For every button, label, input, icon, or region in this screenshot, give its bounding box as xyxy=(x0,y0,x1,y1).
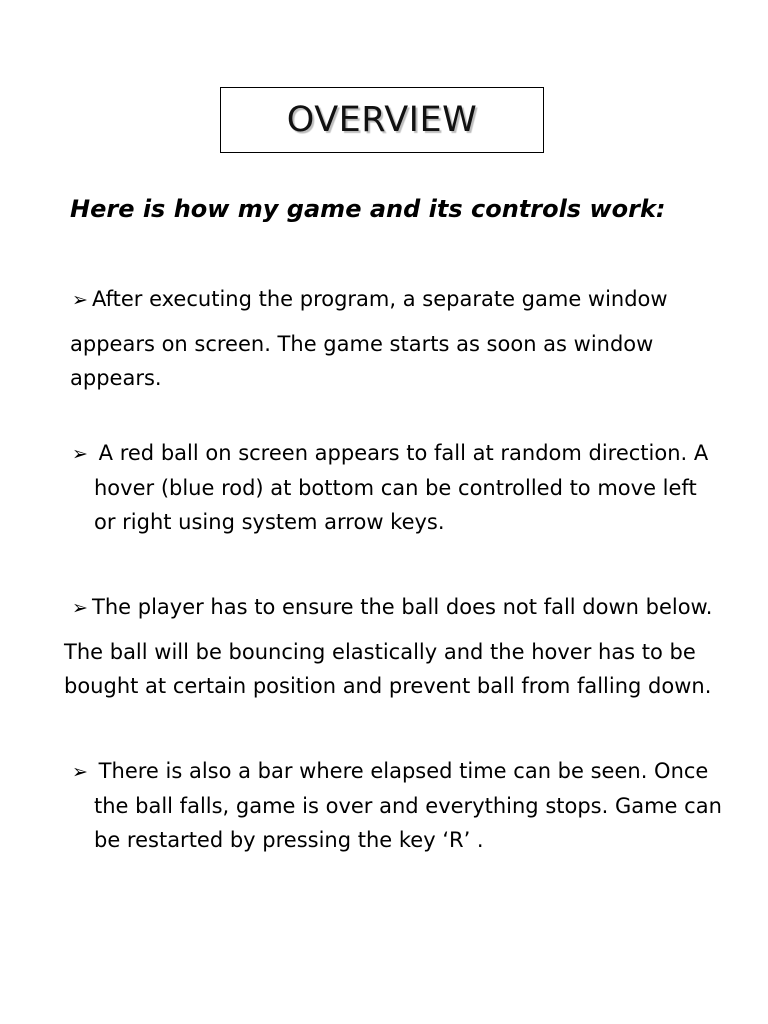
paragraph-1-line-3: appears. xyxy=(70,366,162,390)
paragraph-3-line-3: bought at certain position and prevent ball from falling down. xyxy=(64,674,712,698)
arrow-bullet-icon: ➢ xyxy=(72,289,88,311)
paragraph-4-line-2: the ball falls, game is over and everything stops. Game can xyxy=(94,794,722,818)
paragraph-3-line-2: The ball will be bouncing elastically and the hover has to be xyxy=(64,640,696,664)
page-title: OVERVIEW xyxy=(286,100,478,140)
paragraph-1-line-1: ➢ After executing the program, a separate game window xyxy=(72,282,668,317)
paragraph-4 xyxy=(72,754,722,857)
arrow-bullet-icon: ➢ xyxy=(72,761,88,783)
title-box xyxy=(220,87,544,153)
paragraph-3 xyxy=(64,590,713,703)
arrow-bullet-icon: ➢ xyxy=(72,597,88,619)
paragraph-2-line-1: ➢ A red ball on screen appears to fall at random direction. A xyxy=(72,436,708,471)
paragraph-4-line-3: be restarted by pressing the key ‘R’ . xyxy=(94,828,484,852)
subtitle: Here is how my game and its controls work: xyxy=(70,195,666,223)
arrow-bullet-icon: ➢ xyxy=(72,443,88,465)
paragraph-1-line-2: appears on screen. The game starts as soon as window xyxy=(70,332,654,356)
paragraph-3-line-1: ➢ The player has to ensure the ball does not fall down below. xyxy=(72,590,712,625)
paragraph-2 xyxy=(72,436,708,539)
paragraph-1 xyxy=(72,282,668,395)
paragraph-2-line-2: hover (blue rod) at bottom can be controlled to move left xyxy=(94,476,697,500)
paragraph-2-line-3: or right using system arrow keys. xyxy=(94,510,445,534)
paragraph-4-line-1: ➢ There is also a bar where elapsed time can be seen. Once xyxy=(72,754,722,789)
